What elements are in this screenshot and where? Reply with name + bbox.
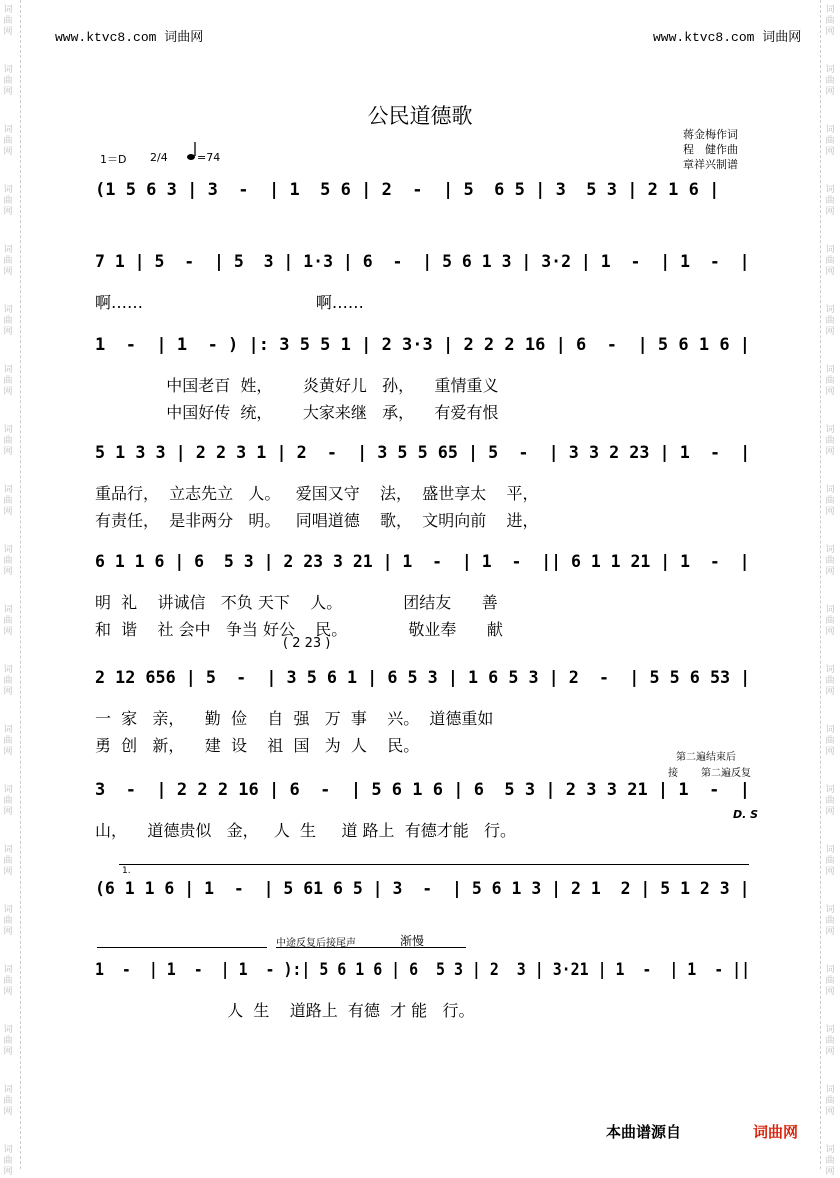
watermark-text: 词曲网 [3,905,13,937]
watermark-text: 词曲网 [825,65,835,97]
alt-notes: ( 2 23 ) [283,636,331,651]
watermark-text: 词曲网 [3,245,13,277]
credits [683,127,738,172]
watermark-text: 词曲网 [825,665,835,697]
score-line [95,335,755,422]
watermark-text: 词曲网 [825,845,835,877]
right-border [820,0,821,1169]
composer: 程 健作曲 [683,143,738,156]
watermark-text: 词曲网 [825,725,835,757]
header-url-left[interactable]: www.ktvc8.com 词曲网 [55,30,204,45]
lyric-line: 重品行， 立志先立 人。 爱国又守 法， 盛世享太 平， [95,484,539,503]
watermark-text: 词曲网 [825,5,835,37]
arranger: 章祥兴制谱 [683,158,738,171]
time-signature: 2/4 [150,151,168,164]
notes: 5 1 3 3 | 2 2 3 1 | 2 - | 3 5 5 65 | 5 - | 3 3 2 23 | 1 - | [95,443,751,463]
watermark-text: 词曲网 [3,785,13,817]
watermark-text: 词曲网 [3,185,13,217]
tempo-marking: =74 [197,151,221,164]
watermark-text: 词曲网 [3,65,13,97]
lyric-line: 一 家 亲， 勤 俭 自 强 万 事 兴。 道德重如 [95,709,494,728]
slow-marking: 渐慢 [400,934,425,948]
notes: 7 1 | 5 - | 5 3 | 1·3 | 6 - | 5 6 1 3 | 3·2 | 1 - | 1 - | [95,252,750,272]
watermark-text: 词曲网 [825,965,835,997]
score-line [95,443,755,530]
ds-marking: D. S [733,808,759,821]
watermark-text: 词曲网 [3,5,13,37]
repeat-note-2: 接 [668,768,678,779]
watermark-text: 词曲网 [3,305,13,337]
watermark-text: 词曲网 [825,785,835,817]
watermark-text: 词曲网 [3,605,13,637]
ending-bracket [97,947,267,948]
header-url-right[interactable]: www.ktvc8.com 词曲网 [653,30,802,45]
left-border [20,0,21,1169]
repeat-note-1: 第二遍结束后 [676,752,736,763]
watermark-text: 词曲网 [825,305,835,337]
watermark-text: 词曲网 [3,725,13,757]
lyric-line: 勇 创 新， 建 设 祖 国 为 人 民。 [95,736,420,755]
watermark-text: 词曲网 [3,1145,13,1177]
lyric-line: 明 礼 讲诚信 不负 天下 人。 团结友 善 [95,593,498,612]
volta-label: 1. [122,866,131,876]
brand-logo[interactable]: 词曲网 [753,1123,799,1141]
watermark-text: 词曲网 [825,545,835,577]
watermark-text: 词曲网 [3,485,13,517]
volta-bracket [119,864,749,865]
lyric-line: 中国好传 统， 大家来继 承， 有爱有恨 [95,403,499,422]
watermark-text: 词曲网 [3,1025,13,1057]
watermark-text: 词曲网 [825,1085,835,1117]
watermark-text: 词曲网 [825,605,835,637]
notes: 1 - | 1 - | 1 - ):| 5 6 1 6 | 6 5 3 | 2 3 | 3·21 | 1 - | 1 - || [95,960,751,980]
key-signature: 1＝D [100,153,127,166]
watermark-text: 词曲网 [825,1145,835,1177]
score-line [95,252,755,312]
quarter-note-icon [185,140,197,166]
watermark-text: 词曲网 [3,425,13,457]
notes: 1 - | 1 - ) |: 3 5 5 1 | 2 3·3 | 2 2 2 16 | 6 - | 5 6 1 6 | [95,335,751,355]
watermark-text: 词曲网 [3,545,13,577]
coda-note: 中途反复后接尾声 [276,938,356,949]
lyric-line: 和 谐 社 会中 争当 好公 民。 敬业奉 献 [95,620,503,639]
watermark-text: 词曲网 [825,1025,835,1057]
watermark-text: 词曲网 [825,425,835,457]
watermark-text: 词曲网 [825,485,835,517]
coda-bracket [276,947,466,948]
watermark-text: 词曲网 [825,185,835,217]
notes: (1 5 6 3 | 3 - | 1 5 6 | 2 - | 5 6 5 | 3 5 3 | 2 1 6 | [95,180,720,200]
score-line [95,552,755,639]
lyric-line: 中国老百 姓， 炎黄好儿 孙， 重情重义 [95,376,499,395]
lyric-line: 有责任， 是非两分 明。 同唱道德 歌， 文明向前 进， [95,511,539,530]
watermark-text: 词曲网 [3,365,13,397]
page-title: 公民道德歌 [367,104,473,128]
watermark-text: 词曲网 [3,665,13,697]
watermark-text: 词曲网 [825,905,835,937]
watermark-text: 词曲网 [3,965,13,997]
notes: (6 1 1 6 | 1 - | 5 61 6 5 | 3 - | 5 6 1 3 | 2 1 2 | 5 1 2 3 | [95,879,750,899]
lyric-line: 人 生 道路上 有德 才 能 行。 [95,1001,475,1020]
lyric-line: 啊…… 啊…… [95,293,364,312]
score-line [95,180,755,220]
lyricist: 蒋金梅作词 [683,128,738,141]
score-line [95,960,755,1020]
score-line [95,780,755,840]
watermark-text: 词曲网 [825,365,835,397]
watermark-text: 词曲网 [825,125,835,157]
notes: 6 1 1 6 | 6 5 3 | 2 23 3 21 | 1 - | 1 - || 6 1 1 21 | 1 - | [95,552,750,572]
lyric-line: 山， 道德贵似 金， 人 生 道 路上 有德才能 行。 [95,821,516,840]
score-line [95,879,755,919]
notes: 3 - | 2 2 2 16 | 6 - | 5 6 1 6 | 6 5 3 | 2 3 3 21 | 1 - | [95,780,751,800]
score-line [95,668,755,755]
watermark-text: 词曲网 [3,1085,13,1117]
watermark-text: 词曲网 [825,245,835,277]
notes: 2 12 656 | 5 - | 3 5 6 1 | 6 5 3 | 1 6 5 3 | 2 - | 5 5 6 53 | [95,668,751,688]
repeat-note-3: 第二遍反复 [701,768,751,779]
watermark-text: 词曲网 [3,845,13,877]
watermark-text: 词曲网 [3,125,13,157]
source-label: 本曲谱源自 [606,1123,682,1141]
